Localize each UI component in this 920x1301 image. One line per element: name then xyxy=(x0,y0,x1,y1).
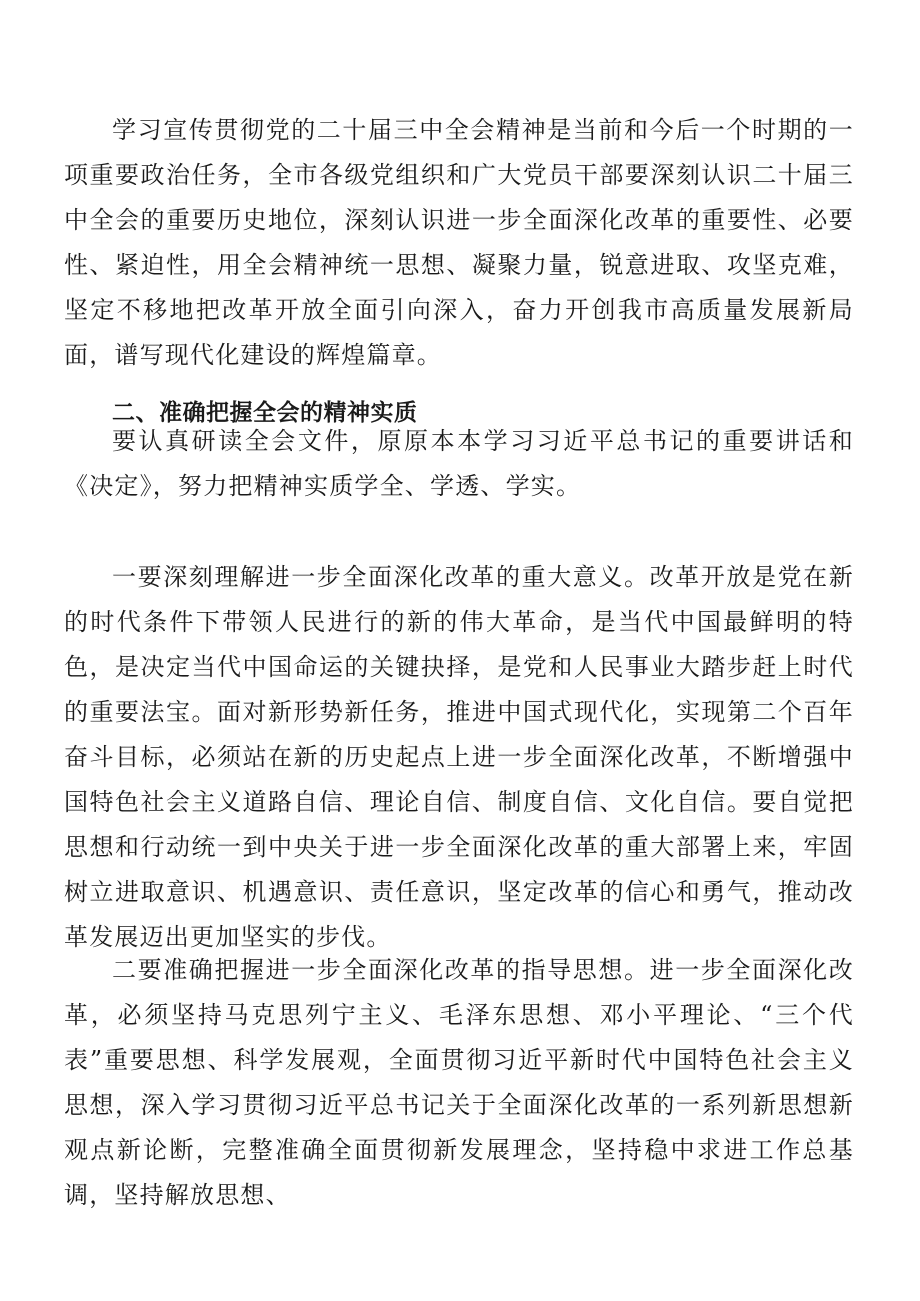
paragraph-significance: 一要深刻理解进一步全面深化改革的重大意义。改革开放是党在新的时代条件下带领人民进行的新的伟大革命，是当代中国最鲜明的特色，是决定当代中国命运的关键抉择，是党和人民事业大踏步赶上时代的重要法宝。面对新形势新任务，推进中国式现代化，实现第二个百年奋斗目标，必须站在新的历史起点上进一步全面深化改革，不断增强中国特色社会主义道路自信、理论自信、制度自信、文化自信。要自觉把思想和行动统一到中央关于进一步全面深化改革的重大部署上来，牢固树立进取意识、机遇意识、责任意识，坚定改革的信心和勇气，推动改革发展迈出更加坚实的步伐。 xyxy=(64,563,854,951)
paragraph-intro: 学习宣传贯彻党的二十届三中全会精神是当前和今后一个时期的一项重要政治任务，全市各级党组织和广大党员干部要深刻认识二十届三中全会的重要历史地位，深刻认识进一步全面深化改革的重要性、必要性、紧迫性，用全会精神统一思想、凝聚力量，锐意进取、攻坚克难，坚定不移地把改革开放全面引向深入，奋力开创我市高质量发展新局面，谱写现代化建设的辉煌篇章。 xyxy=(64,116,854,369)
section-heading-2: 二、准确把握全会的精神实质 xyxy=(112,400,418,426)
paragraph-guiding-thought: 二要准确把握进一步全面深化改革的指导思想。进一步全面深化改革，必须坚持马克思列宁主义、毛泽东思想、邓小平理论、“三个代表”重要思想、科学发展观，全面贯彻习近平新时代中国特色社会主义思想，深入学习贯彻习近平总书记关于全面深化改革的一系列新思想新观点新论断，完整准确全面贯彻新发展理念，坚持稳中求进工作总基调，坚持解放思想、 xyxy=(64,956,854,1209)
paragraph-study-documents: 要认真研读全会文件，原原本本学习习近平总书记的重要讲话和《决定》，努力把精神实质学全、学透、学实。 xyxy=(64,427,854,500)
